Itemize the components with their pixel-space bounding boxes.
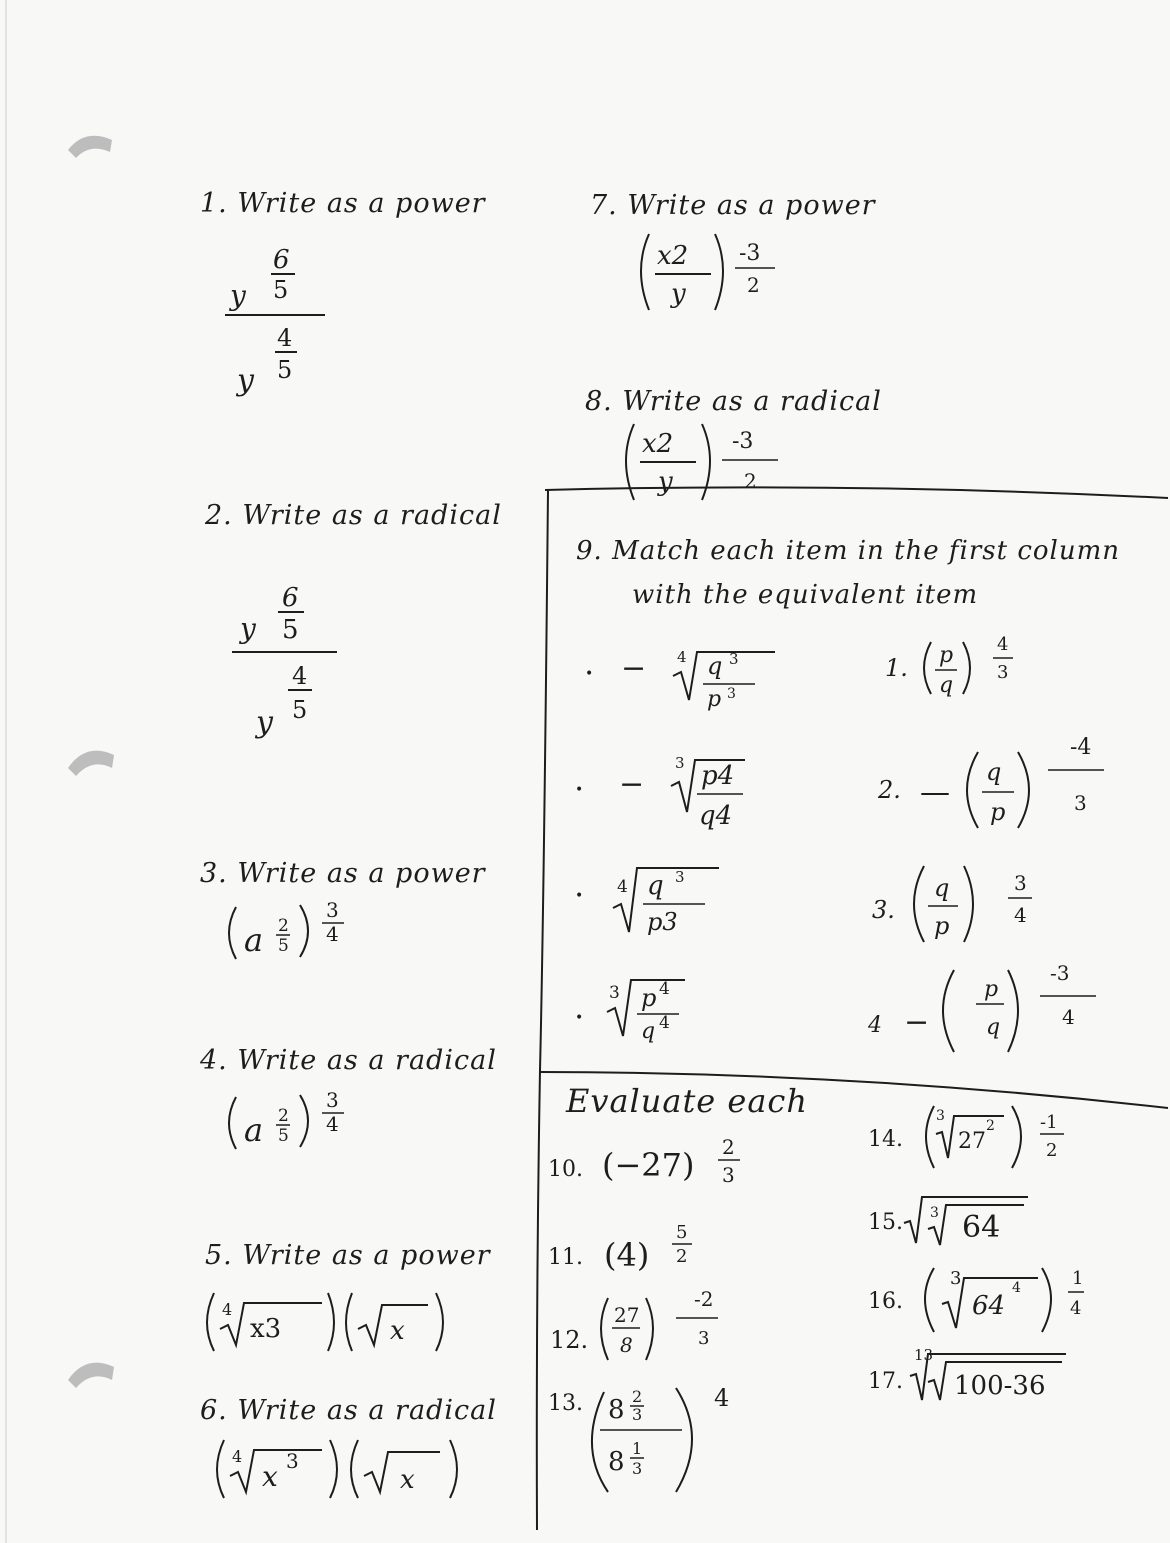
p14-radicand-exp: 2 (986, 1118, 995, 1134)
match-right-frac-num: p (984, 977, 999, 1002)
p13-den-exp-den: 3 (632, 1459, 643, 1478)
p2-top-exp-den: 5 (282, 615, 299, 645)
p4-label: 4. Write as a radical (200, 1045, 497, 1076)
match-right-frac-num: p (939, 643, 954, 668)
evaluate-heading: Evaluate each (566, 1082, 808, 1120)
p4-base: a (244, 1111, 264, 1149)
p3-inner-exp-den: 5 (278, 936, 289, 956)
p12-den: 8 (620, 1333, 633, 1357)
p9-instruction-line2: with the equivalent item (632, 580, 979, 610)
match-left-num-exp: 4 (659, 979, 670, 999)
match-left-num-exp: 3 (729, 650, 739, 668)
p5-radicand1: x3 (250, 1314, 282, 1344)
p2-bot-base: y (256, 705, 273, 740)
p13-exp: 4 (714, 1384, 730, 1412)
match-right-exp-den: 4 (1014, 903, 1027, 927)
p1-top-base: y (230, 279, 246, 312)
p4-inner-exp-den: 5 (278, 1126, 289, 1146)
match-right-exp-den: 3 (997, 662, 1009, 683)
p12-label: 12. (550, 1326, 589, 1354)
p12-exp-den: 3 (698, 1328, 710, 1349)
p7-exp-den: 2 (747, 273, 760, 297)
p11-exp-den: 2 (676, 1246, 688, 1267)
match-left-num: q (647, 871, 664, 901)
p3-inner-exp-num: 2 (278, 916, 289, 936)
match-right-frac-den: q (939, 673, 954, 698)
p1-bot-exp-den: 5 (277, 356, 293, 384)
match-left-bullet: • (575, 888, 584, 904)
match-left-bullet: • (585, 666, 594, 682)
match-left-index: 3 (609, 983, 620, 1003)
p2-bot-exp-den: 5 (292, 696, 308, 724)
match-right-frac-den: q (986, 1015, 1001, 1040)
p3-label: 3. Write as a power (200, 858, 486, 889)
p16-exp-num: 1 (1072, 1268, 1084, 1289)
match-left-den-exp: 3 (727, 686, 736, 702)
match-left-sign: − (619, 767, 645, 802)
p4-outer-exp-den: 4 (326, 1112, 339, 1136)
p2-label: 2. Write as a radical (205, 500, 502, 531)
match-right-frac-num: q (986, 758, 1002, 786)
match-left-bullet: • (575, 1010, 584, 1026)
p6-radicand2: x (400, 1465, 415, 1495)
p16-radicand-exp: 4 (1012, 1280, 1021, 1296)
binder-hole-top (68, 136, 112, 158)
p13-num-whole: 8 (608, 1395, 625, 1425)
p16-radicand: 64 (972, 1291, 1006, 1321)
p12-num: 27 (614, 1303, 640, 1327)
match-right-frac-num: q (934, 874, 950, 902)
p6-label: 6. Write as a radical (200, 1395, 497, 1426)
p1-top-exp-num: 6 (273, 245, 290, 275)
p15-radicand: 64 (962, 1210, 1001, 1245)
p17-label: 17. (868, 1369, 903, 1394)
p17-index: 13 (914, 1346, 934, 1364)
p4-inner-exp-num: 2 (278, 1106, 289, 1126)
match-left-bullet: • (575, 782, 584, 798)
p8-num: x2 (642, 429, 674, 459)
match-right-frac-den: p (934, 912, 950, 940)
match-right-sign: − (904, 1005, 930, 1040)
p5-label: 5. Write as a power (205, 1240, 491, 1271)
p1-bot-exp-num: 4 (277, 324, 293, 352)
match-left-sign: − (621, 651, 647, 686)
match-right-sign: — (920, 775, 950, 810)
p13-den-exp-num: 1 (632, 1439, 643, 1458)
p5-radicand2: x (390, 1316, 405, 1346)
p14-radicand: 27 (958, 1129, 986, 1154)
p8-exp-den: 2 (744, 469, 757, 493)
p13-num-exp-den: 3 (632, 1405, 643, 1424)
match-right-number: 1. (885, 654, 908, 682)
match-right-exp-den: 3 (1074, 791, 1087, 815)
match-right-exp-num: -4 (1070, 735, 1092, 760)
match-left-den: p (707, 687, 722, 712)
match-right-frac-den: p (990, 798, 1006, 826)
p1-bot-base: y (237, 363, 254, 398)
p3-outer-exp-den: 4 (326, 922, 339, 946)
p1-top-exp-den: 5 (273, 276, 289, 304)
p7-label: 7. Write as a power (590, 190, 876, 221)
p10-base: (−27) (602, 1146, 695, 1184)
p10-exp-den: 3 (722, 1163, 735, 1187)
match-left-num: p (641, 984, 657, 1012)
p2-bot-exp-num: 4 (292, 662, 308, 690)
match-left-num-exp: 3 (675, 868, 685, 886)
binder-hole-bottom (68, 1363, 114, 1388)
p14-index: 3 (936, 1108, 945, 1124)
match-left-index: 4 (677, 648, 687, 666)
p7-exp-num: -3 (739, 241, 761, 266)
p4-outer-exp-num: 3 (326, 1088, 339, 1112)
p13-label: 13. (548, 1391, 583, 1416)
match-right-exp-num: 4 (997, 634, 1009, 655)
p13-num-exp-num: 2 (632, 1387, 643, 1406)
p6-radicand1-base: x (262, 1460, 278, 1493)
p11-exp-num: 5 (676, 1222, 688, 1243)
match-right-number: 2. (878, 776, 901, 804)
p16-exp-den: 4 (1070, 1298, 1082, 1319)
p8-label: 8. Write as a radical (585, 386, 882, 417)
p14-exp-num: -1 (1040, 1112, 1058, 1133)
p8-den: y (658, 467, 673, 497)
p3-base: a (244, 921, 264, 959)
p5-index1: 4 (222, 1300, 233, 1319)
match-left-index: 3 (675, 754, 685, 772)
p3-outer-exp-num: 3 (326, 898, 339, 922)
vertical-divider (537, 490, 548, 1530)
p10-label: 10. (548, 1157, 583, 1182)
p7-num: x2 (657, 241, 689, 271)
p6-index1: 4 (232, 1447, 243, 1466)
p15-inner-index: 3 (930, 1205, 939, 1221)
match-left-num: p4 (701, 761, 735, 791)
p8-exp-num: -3 (732, 429, 754, 454)
p14-exp-den: 2 (1046, 1140, 1058, 1161)
match-left-den-exp: 4 (659, 1013, 670, 1033)
match-right-number: 4 (868, 1013, 882, 1038)
p11-base: (4) (604, 1236, 650, 1274)
p2-top-exp-num: 6 (282, 583, 299, 613)
match-left-index: 4 (617, 877, 628, 897)
p12-exp-num: -2 (694, 1287, 714, 1311)
p2-top-base: y (240, 612, 256, 645)
match-left-den: p3 (647, 908, 678, 936)
p7-den: y (671, 279, 686, 309)
match-right-exp-num: 3 (1014, 871, 1027, 895)
p13-den-whole: 8 (608, 1447, 625, 1477)
match-left-num: q (707, 652, 723, 680)
p15-label: 15. (868, 1210, 903, 1235)
p16-label: 16. (868, 1289, 903, 1314)
binder-hole-middle (68, 751, 114, 776)
p9-instruction-line1: 9. Match each item in the first column (576, 536, 1121, 566)
p16-index: 3 (950, 1268, 962, 1289)
match-left-den: q (641, 1019, 656, 1044)
p17-radicand: 100-36 (954, 1371, 1046, 1401)
match-right-exp-num: -3 (1050, 961, 1070, 985)
match-left-den: q4 (699, 801, 733, 831)
p1-label: 1. Write as a power (200, 188, 486, 219)
match-right-number: 3. (872, 896, 895, 924)
p14-label: 14. (868, 1127, 903, 1152)
match-right-exp-den: 4 (1062, 1005, 1075, 1029)
p10-exp-num: 2 (722, 1135, 735, 1159)
p11-label: 11. (548, 1245, 583, 1270)
p6-radicand1-exp: 3 (286, 1449, 299, 1473)
